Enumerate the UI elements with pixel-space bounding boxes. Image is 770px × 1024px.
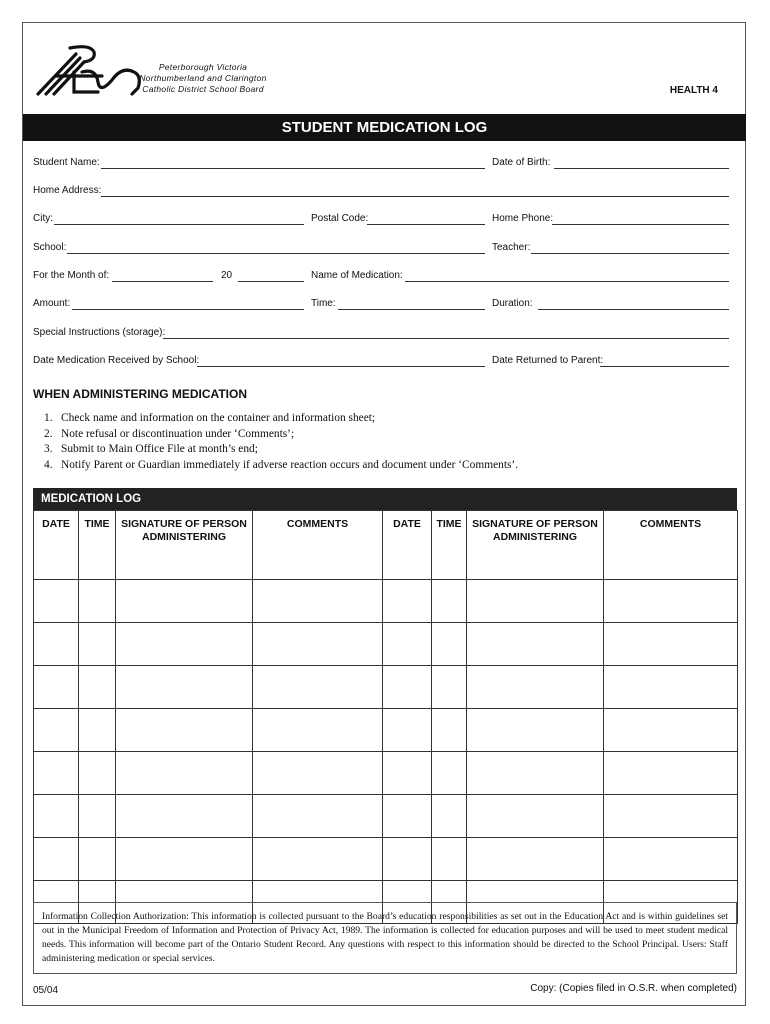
log-cell[interactable]	[34, 752, 79, 795]
student-name-field[interactable]	[101, 168, 485, 169]
log-cell[interactable]	[467, 623, 604, 666]
log-cell[interactable]	[604, 795, 738, 838]
log-cell[interactable]	[34, 838, 79, 881]
log-cell[interactable]	[432, 580, 467, 623]
log-cell[interactable]	[79, 666, 116, 709]
table-row	[34, 666, 738, 709]
col-signature: SIGNATURE OF PERSON ADMINISTERING	[116, 511, 253, 580]
col-comments: COMMENTS	[253, 511, 383, 580]
log-cell[interactable]	[116, 752, 253, 795]
month-label: For the Month of:	[33, 270, 110, 281]
log-cell[interactable]	[116, 838, 253, 881]
medication-log-table	[33, 510, 738, 924]
board-line-2: Northumberland and Clarington	[139, 73, 267, 83]
instruction-item: 3. Submit to Main Office File at month’s end;	[44, 443, 258, 455]
col-signature: SIGNATURE OF PERSON ADMINISTERING	[467, 511, 604, 580]
log-cell[interactable]	[253, 709, 383, 752]
log-cell[interactable]	[79, 752, 116, 795]
log-cell[interactable]	[253, 752, 383, 795]
col-date: DATE	[34, 511, 79, 580]
student-name-label: Student Name:	[33, 157, 100, 168]
log-cell[interactable]	[79, 795, 116, 838]
log-cell[interactable]	[604, 666, 738, 709]
col-comments: COMMENTS	[604, 511, 738, 580]
special-instructions-field[interactable]	[163, 338, 729, 339]
log-cell[interactable]	[383, 580, 432, 623]
log-cell[interactable]	[604, 752, 738, 795]
amount-field[interactable]	[72, 309, 304, 310]
board-name	[128, 62, 278, 95]
log-cell[interactable]	[604, 838, 738, 881]
board-line-3: Catholic District School Board	[142, 84, 264, 94]
home-phone-field[interactable]	[552, 224, 729, 225]
collection-authorization-notice: Information Collection Authorization: This information is collected pursuant to the Board’s education responsibilities as set out in the Education Act and is within guidelines set out in the Municipal Freedom of Information and Protection of Privacy Act, 1989. The information is collected for education purposes and will be used to meet student medical needs. This information will become part of the Ontario Student Record. Any questions with respect to this information should be directed to the School Principal. Users: Staff administering medication or special services.	[33, 902, 737, 974]
log-cell[interactable]	[432, 709, 467, 752]
medication-name-field[interactable]	[405, 281, 729, 282]
table-row	[34, 752, 738, 795]
log-cell[interactable]	[604, 709, 738, 752]
log-cell[interactable]	[116, 709, 253, 752]
log-cell[interactable]	[604, 580, 738, 623]
log-cell[interactable]	[432, 752, 467, 795]
log-header-row	[34, 511, 738, 580]
log-cell[interactable]	[253, 623, 383, 666]
log-cell[interactable]	[79, 623, 116, 666]
home-address-label: Home Address:	[33, 185, 102, 196]
date-received-label: Date Medication Received by School:	[33, 355, 200, 366]
year-field[interactable]	[238, 281, 304, 282]
instruction-item: 1. Check name and information on the container and information sheet;	[44, 412, 376, 424]
date-received-field[interactable]	[197, 366, 485, 367]
log-cell[interactable]	[253, 666, 383, 709]
date-of-birth-field[interactable]	[554, 168, 729, 169]
page-title: STUDENT MEDICATION LOG	[23, 114, 746, 141]
teacher-field[interactable]	[531, 253, 729, 254]
revision-code: 05/04	[33, 985, 59, 996]
board-line-1: Peterborough Victoria	[158, 62, 248, 72]
log-cell[interactable]	[467, 709, 604, 752]
log-cell[interactable]	[253, 795, 383, 838]
time-field[interactable]	[338, 309, 485, 310]
log-cell[interactable]	[432, 795, 467, 838]
time-label: Time:	[311, 298, 336, 309]
log-cell[interactable]	[34, 666, 79, 709]
log-cell[interactable]	[34, 709, 79, 752]
log-cell[interactable]	[467, 838, 604, 881]
log-cell[interactable]	[383, 666, 432, 709]
log-cell[interactable]	[253, 838, 383, 881]
log-cell[interactable]	[383, 795, 432, 838]
postal-code-label: Postal Code:	[311, 213, 369, 224]
copy-note: Copy: (Copies filed in O.S.R. when completed)	[530, 983, 737, 994]
table-row	[34, 795, 738, 838]
log-cell[interactable]	[383, 709, 432, 752]
log-cell[interactable]	[253, 580, 383, 623]
log-cell[interactable]	[116, 580, 253, 623]
home-address-field[interactable]	[101, 196, 729, 197]
instruction-item: 2. Note refusal or discontinuation under ‘Comments’;	[44, 427, 295, 440]
instructions-list	[44, 411, 518, 473]
amount-label: Amount:	[33, 298, 71, 309]
date-returned-field[interactable]	[600, 366, 729, 367]
table-row	[34, 838, 738, 881]
log-cell[interactable]	[79, 580, 116, 623]
log-cell[interactable]	[604, 623, 738, 666]
log-cell[interactable]	[34, 580, 79, 623]
log-cell[interactable]	[467, 795, 604, 838]
month-field[interactable]	[112, 281, 213, 282]
city-label: City:	[33, 213, 53, 224]
log-cell[interactable]	[34, 623, 79, 666]
log-cell[interactable]	[467, 666, 604, 709]
teacher-label: Teacher:	[492, 242, 531, 253]
table-row	[34, 580, 738, 623]
log-cell[interactable]	[467, 580, 604, 623]
table-row	[34, 709, 738, 752]
form-code: HEALTH 4	[669, 85, 718, 96]
log-cell[interactable]	[116, 623, 253, 666]
log-cell[interactable]	[432, 838, 467, 881]
log-cell[interactable]	[79, 838, 116, 881]
date-returned-label: Date Returned to Parent:	[492, 355, 604, 366]
duration-label: Duration:	[492, 298, 533, 309]
log-cell[interactable]	[383, 623, 432, 666]
date-of-birth-label: Date of Birth:	[492, 157, 551, 168]
log-cell[interactable]	[79, 709, 116, 752]
log-cell[interactable]	[383, 838, 432, 881]
log-cell[interactable]	[34, 795, 79, 838]
col-date: DATE	[383, 511, 432, 580]
log-cell[interactable]	[467, 752, 604, 795]
col-time: TIME	[79, 511, 116, 580]
medication-log-heading: MEDICATION LOG	[33, 488, 737, 510]
school-field[interactable]	[67, 253, 485, 254]
instructions-heading: WHEN ADMINISTERING MEDICATION	[33, 387, 247, 401]
col-time: TIME	[432, 511, 467, 580]
log-cell[interactable]	[432, 666, 467, 709]
log-cell[interactable]	[432, 623, 467, 666]
table-row	[34, 623, 738, 666]
log-cell[interactable]	[116, 795, 253, 838]
postal-code-field[interactable]	[367, 224, 485, 225]
medication-name-label: Name of Medication:	[311, 270, 403, 281]
duration-field[interactable]	[538, 309, 729, 310]
instruction-item: 4. Notify Parent or Guardian immediately if adverse reaction occurs and document under ‘Comments’.	[44, 458, 519, 471]
special-instructions-label: Special Instructions (storage):	[33, 327, 166, 338]
log-cell[interactable]	[116, 666, 253, 709]
school-label: School:	[33, 242, 67, 253]
year-prefix: 20	[221, 270, 233, 281]
home-phone-label: Home Phone:	[492, 213, 554, 224]
log-cell[interactable]	[383, 752, 432, 795]
city-field[interactable]	[54, 224, 304, 225]
